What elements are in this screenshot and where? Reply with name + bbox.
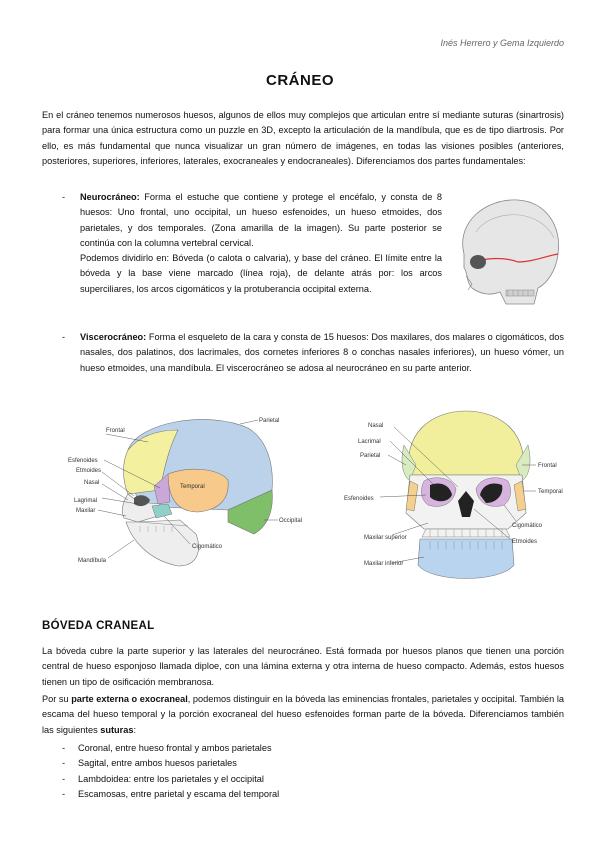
label-maxilar: Maxilar [76,508,96,514]
label-esfenoides: Esfenoides [344,496,374,502]
label-cigomatico: Cigomático [192,544,223,550]
bullet-dash: - [62,332,66,342]
suturas-term: suturas [100,724,134,735]
label-frontal: Frontal [106,428,125,434]
label-esfenoides: Esfenoides [68,458,98,464]
boveda-paragraph-2: Por su parte externa o exocraneal, podemos distinguir en la bóveda las eminencias frontales, parietales y occipital. También la escama del hueso temporal y la porción exocraneal del hueso esfenoides forman parte de la bóveda. Diferenciamos también las siguientes suturas: [42,694,564,735]
viscerocraneo-text [80,330,564,376]
skull-front-diagram [340,405,580,590]
bullet-dash: - [62,192,66,202]
exocraneal-term: parte externa o exocraneal [71,694,188,704]
frontal-region [409,411,524,475]
list-item: - Coronal, entre hueso frontal y ambos parietales [62,741,279,756]
authors-header: Inés Herrero y Gema Izquierdo [440,38,564,48]
label-temporal: Temporal [180,484,205,490]
label-temporal: Temporal [538,489,563,495]
label-etmoides: Etmoides [76,468,102,474]
mandible-region [418,539,514,579]
viscerocraneo-term: Viscerocráneo: [80,332,147,342]
mandible-region [126,520,199,566]
label-lagrimal: Lagrimal [74,498,98,504]
list-item: - Sagital, entre ambos huesos parietales [62,756,279,771]
skull-side-diagram [68,410,318,580]
label-frontal: Frontal [538,463,557,469]
label-etmoides: Etmoides [512,539,538,545]
page-title: CRÁNEO [265,72,334,89]
label-cigomatico: Cigomático [512,523,543,529]
label-mandibula: Mandíbula [78,558,107,564]
list-item: - Lambdoidea: entre los parietales y el occipital [62,772,279,787]
section-heading: BÓVEDA CRANEAL [42,620,155,632]
neurocraneo-text [80,190,442,297]
viscerocraneo-desc: Forma el esqueleto de la cara y consta de 15 huesos: Dos maxilares, dos malares o cigomáticos, dos nasales, dos palatinos, dos lacrimales, dos cornetes inferiores 8 o conchas nasales inferiores), un hueso vómer, un hueso etmoides, una mandíbula. El viscerocráneo se adosa al neurocráneo en su parte anterior. [80,332,564,373]
label-parietal: Parietal [259,418,280,424]
label-parietal: Parietal [360,453,381,459]
neurocraneo-division: Podemos dividirlo en: Bóveda (o calota o calvaria), y base del cráneo. El límite entre la bóveda y la base viene marcado (línea roja), de delante atrás por: los arcos superciliares, los arcos cigomáticos y la protuberancia occipital externa. [80,253,442,294]
intro-paragraph: En el cráneo tenemos numerosos huesos, algunos de ellos muy complejos que articulan entre sí mediante suturas (sinartrosis) para formar una única estructura como un puzzle en 3D, excepto la articulación de la mandíbula, que es de tipo diartrosis. Por ello, es más fundamental que nunca visualizar un gran número de imágenes, en todas las visiones posibles (anteriores, posteriores, superiores, inferiores, laterales, exocraneales y endocraneales). Diferenciamos dos partes fundamentales: [42,110,564,166]
sutures-list [62,741,279,802]
label-occipital: Occipital [279,518,303,524]
skull-lateral-image [446,192,564,310]
list-item: - Escamosas, entre parietal y escama del temporal [62,787,279,802]
label-maxilar-inferior: Maxilar inferior [364,561,404,567]
boveda-paragraph-1: La bóveda cubre la parte superior y las laterales del neurocráneo. Está formada por huesos planos que tienen una porción central de hueso esponjoso llamada diploe, con una lámina externa y otra interna de hueso compacto. Además, estos huesos tienen un tipo de osificación membranosa. [42,646,564,687]
label-lacrimal: Lacrimal [358,439,381,445]
label-maxilar-superior: Maxilar superior [364,535,407,541]
neurocraneo-desc: Forma el estuche que contiene y protege el encéfalo, y consta de 8 huesos: Uno frontal, uno occipital, un hueso esfenoides, un hueso etmoides, dos parietales, y dos temporales. (Zona amarilla de la imagen). Su parte posterior se continúa con la columna vertebral cervical. [80,192,442,248]
label-nasal: Nasal [84,480,100,486]
label-nasal: Nasal [368,423,384,429]
neurocraneo-term: Neurocráneo: [80,192,140,202]
